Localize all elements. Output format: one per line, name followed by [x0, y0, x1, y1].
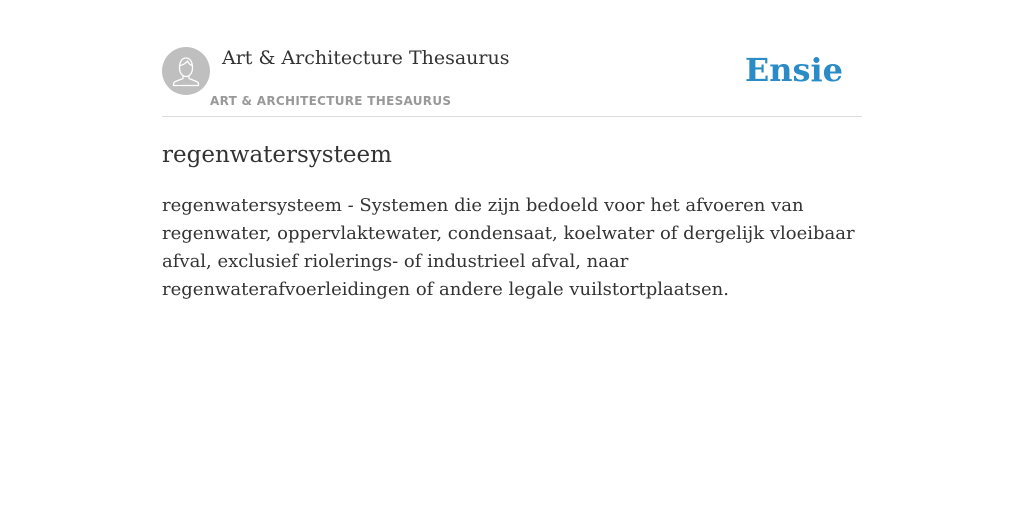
term-title: regenwatersysteem: [162, 142, 392, 168]
author-subtitle: ART & ARCHITECTURE THESAURUS: [210, 94, 452, 108]
term-definition: regenwatersysteem - Systemen die zijn bedoeld voor het afvoeren van regenwater, oppervlaktewater, condensaat, koelwater of dergelijk vloeibaar afval, exclusief riolerings- of industrieel afval, naar regenwaterafvoerleidingen of andere legale vuilstortplaatsen.: [162, 195, 855, 300]
brand-logo[interactable]: Ensie: [744, 51, 843, 89]
author-name[interactable]: Art & Architecture Thesaurus: [222, 47, 510, 69]
avatar[interactable]: [162, 47, 210, 95]
user-silhouette-icon: [162, 47, 210, 95]
page-header: [162, 46, 862, 117]
